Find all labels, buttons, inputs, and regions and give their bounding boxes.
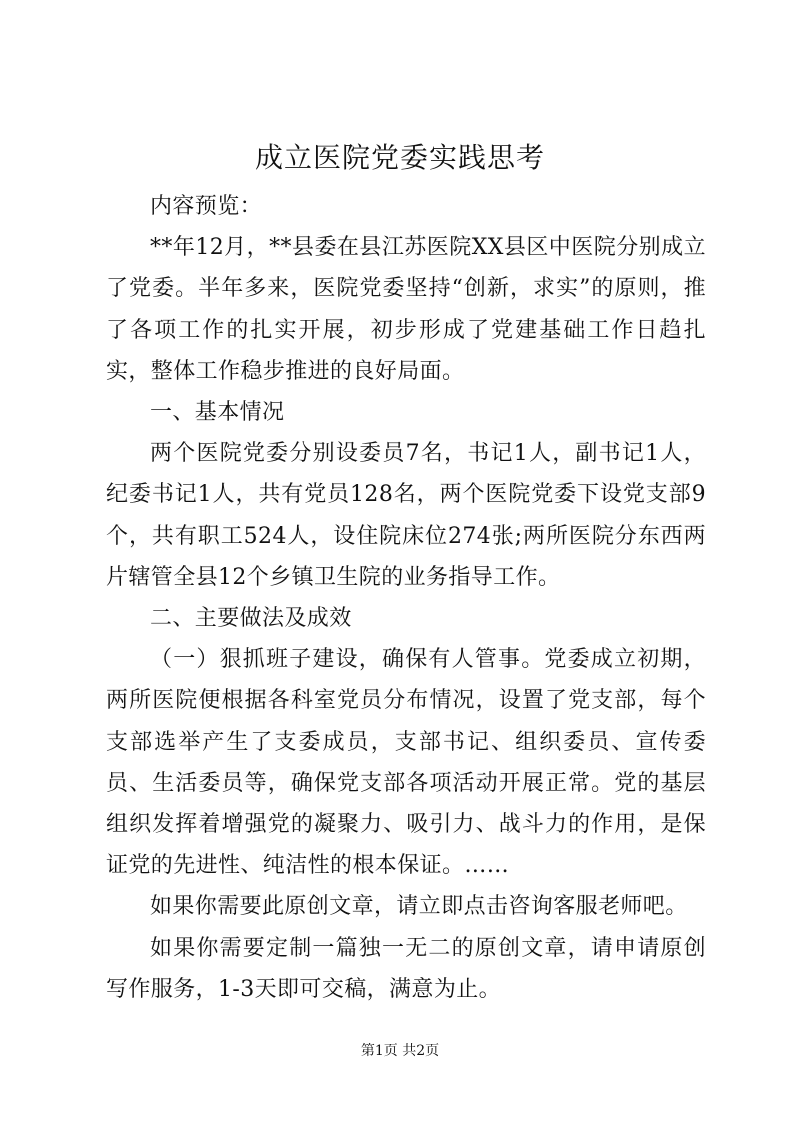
- page-footer: 第1页 共2页: [360, 1043, 440, 1059]
- measures-paragraph: （一）狠抓班子建设，确保有人管事。党委成立初期，两所医院便根据各科室党员分布情况，设置了党支部，每个支部选举产生了支委成员，支部书记、组织委员、宣传委员、生活委员等，确保党支部各项活动开展正常。党的基层组织发挥着增强党的凝聚力、吸引力、战斗力的作用，是保证党的先进性、纯洁性的根本保证。……: [106, 647, 706, 879]
- contact-paragraph: 如果你需要此原创文章，请立即点击咨询客服老师吧。: [150, 894, 688, 920]
- preview-label: 内容预览：: [150, 194, 263, 219]
- basic-situation-paragraph: 两个医院党委分别设委员7名，书记1人，副书记1人，纪委书记1人，共有党员128名，两个医院党委下设党支部9个，共有职工524人，设住院床位274张;两所医院分东西两片辖管全县12个乡镇卫生院的业务指导工作。: [106, 441, 706, 590]
- intro-paragraph: **年12月，**县委在县江苏医院XX县区中医院分别成立了党委。半年多来，医院党委坚持“创新，求实”的原则，推了各项工作的扎实开展，初步形成了党建基础工作日趋扎实，整体工作稳步推进的良好局面。: [106, 235, 706, 384]
- custom-service-paragraph: 如果你需要定制一篇独一无二的原创文章，请申请原创写作服务，1-3天即可交稿，满意为止。: [106, 935, 706, 1002]
- section-heading-measures: 二、主要做法及成效: [150, 606, 352, 632]
- page-title: 成立医院党委实践思考: [254, 141, 545, 174]
- section-heading-basic: 一、基本情况: [150, 400, 285, 426]
- document-body: [106, 186, 706, 1010]
